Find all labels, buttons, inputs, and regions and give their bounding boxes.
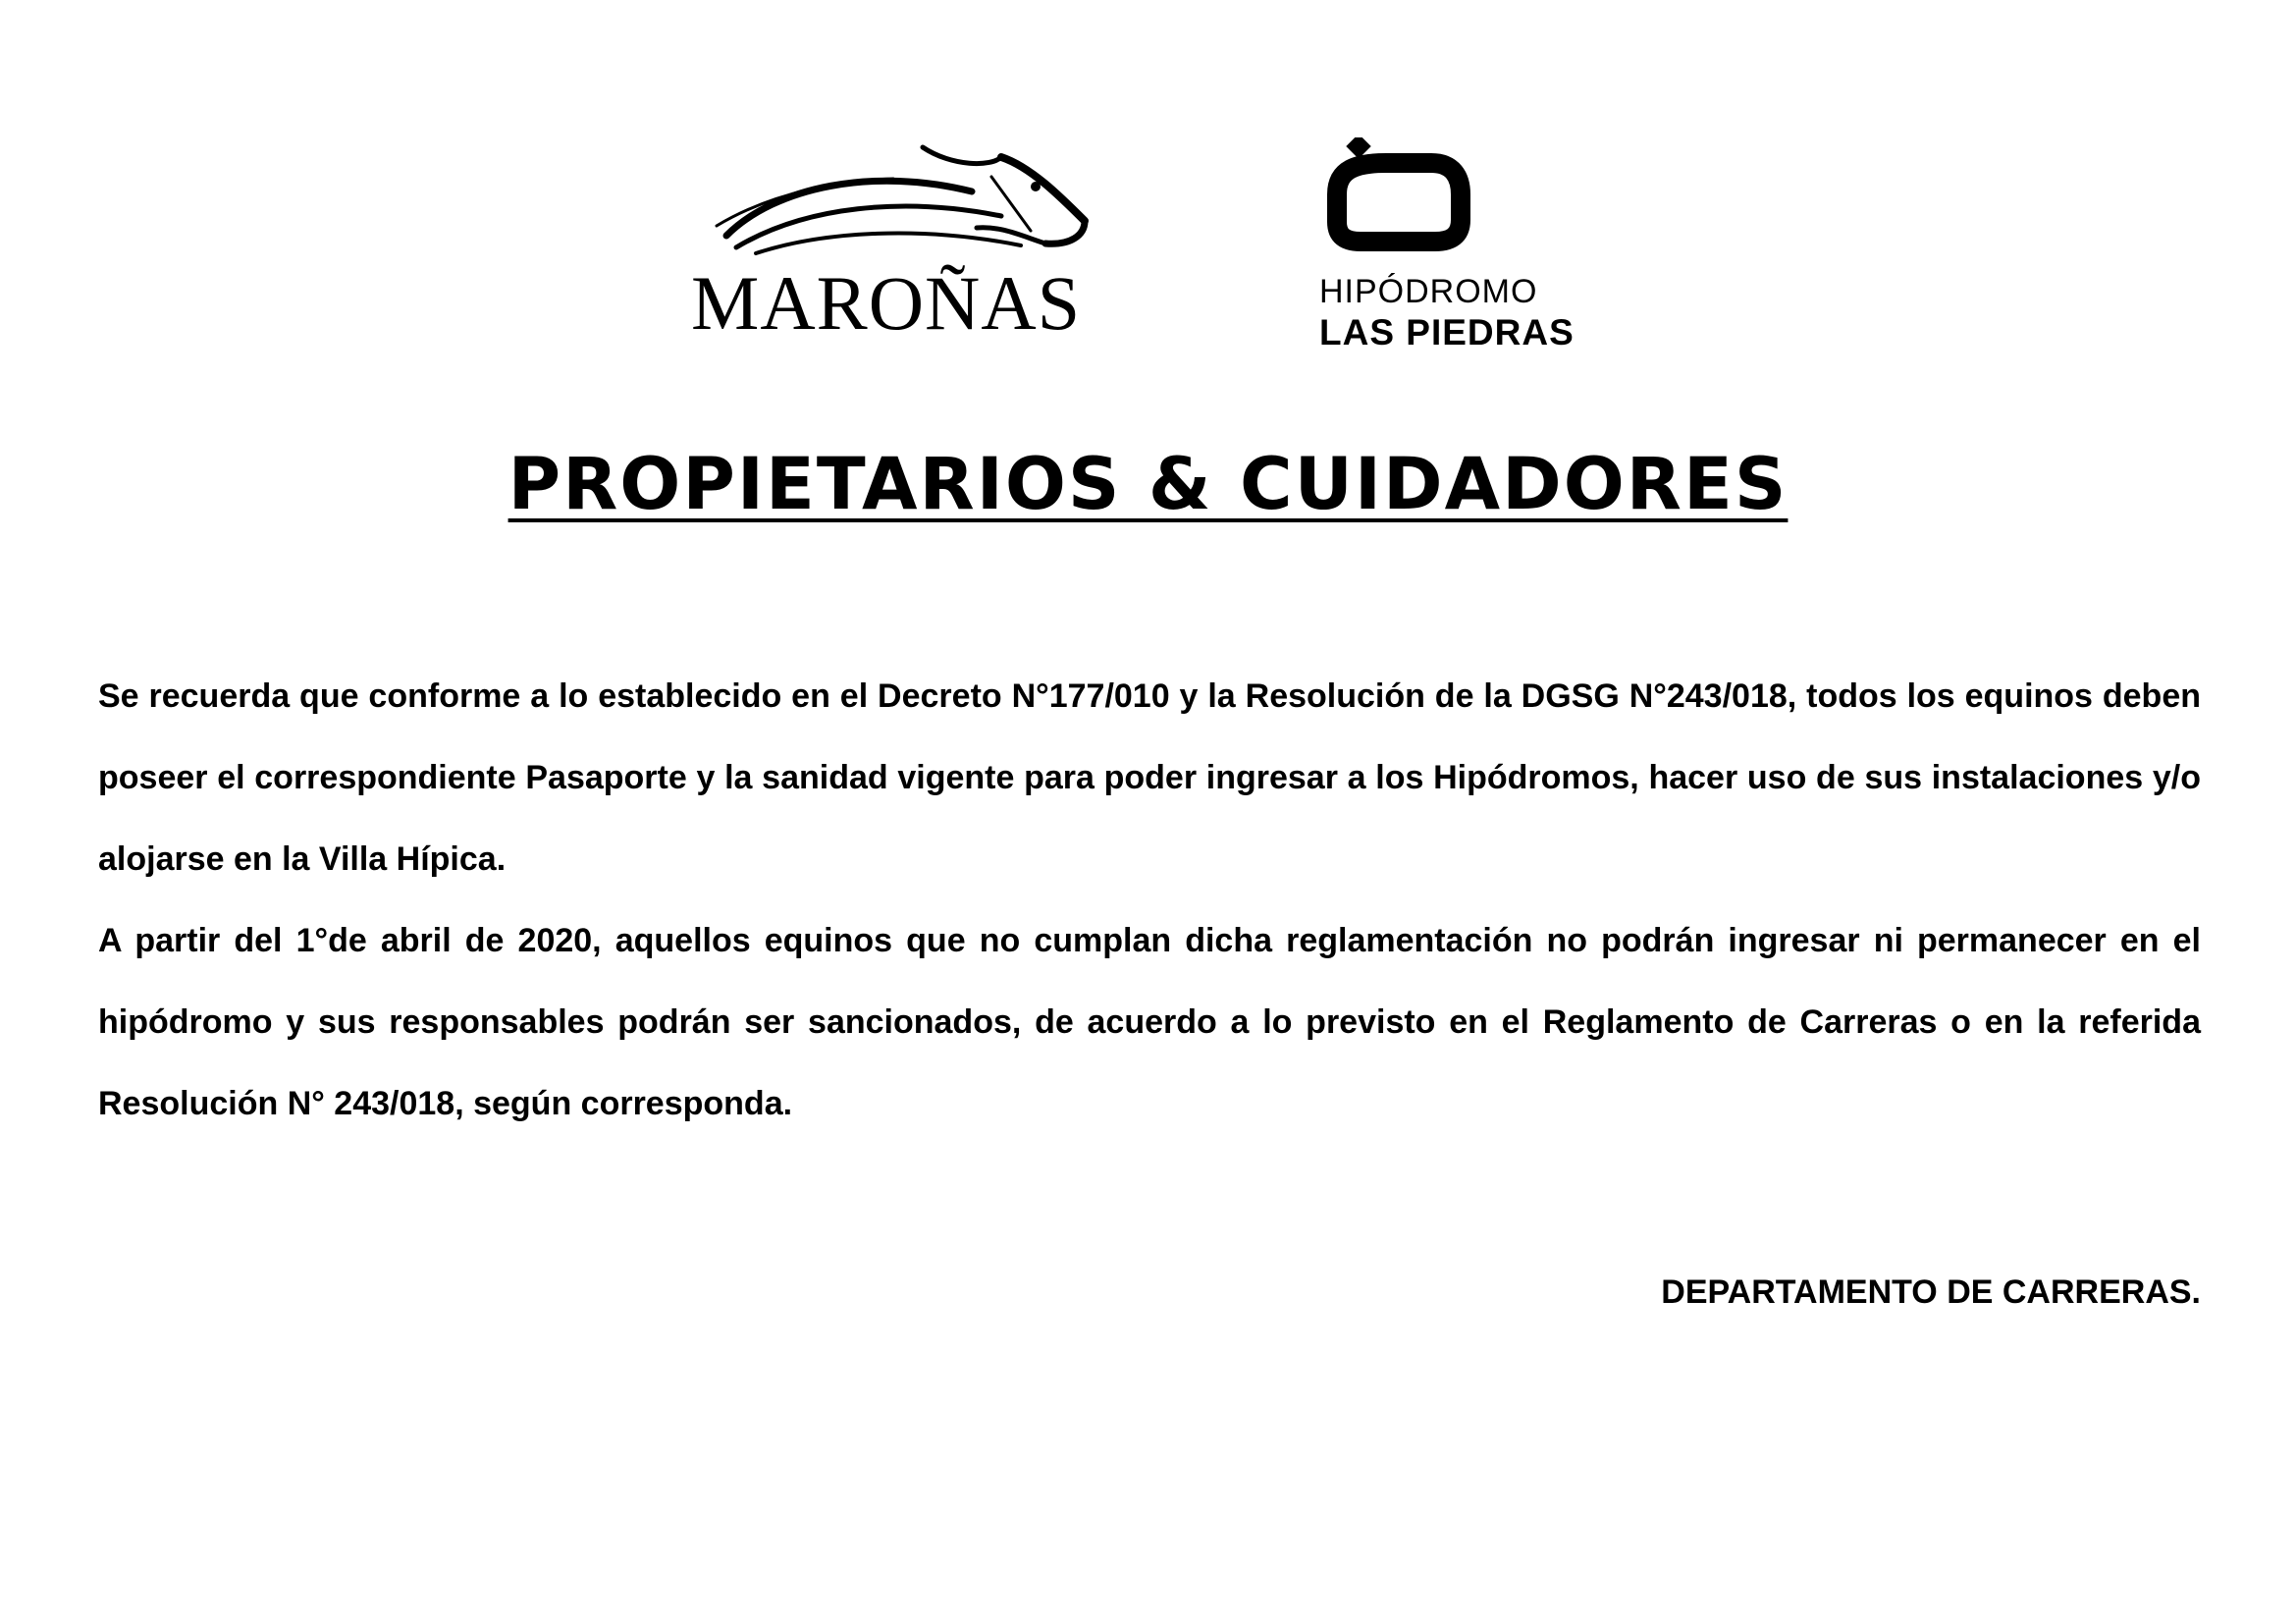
- horse-head-icon: [707, 137, 1099, 255]
- maronas-logo: [687, 137, 1090, 349]
- notice-paragraph-2: A partir del 1°de abril de 2020, aquellos equinos que no cumplan dicha reglamentación no podrán ingresar ni permanecer en el hipódromo y sus responsables podrán ser sancionados, de acuerdo a lo previsto en el Reglamento de Carreras o en la referida Resolución N° 243/018, según corresponda.: [98, 922, 2201, 1122]
- notice-paragraph-1: Se recuerda que conforme a lo establecido en el Decreto N°177/010 y la Resolución de la DGSG N°243/018, todos los equinos deben poseer el correspondiente Pasaporte y la sanidad vigente para poder ingresar a los Hipódromos, hacer uso de sus instalaciones y/o alojarse en la Villa Hípica.: [98, 677, 2201, 878]
- notice-body: [98, 656, 2201, 1145]
- piedras-mark-icon: [1315, 137, 1512, 255]
- signature: DEPARTAMENTO DE CARRERAS.: [1661, 1273, 2201, 1311]
- piedras-logo: [1315, 137, 1629, 353]
- piedras-wordmark-line2: LAS PIEDRAS: [1319, 312, 1575, 352]
- page-title: PROPIETARIOS & CUIDADORES: [507, 443, 1789, 526]
- maronas-wordmark: MAROÑAS: [691, 260, 1082, 346]
- piedras-wordmark-line1: HIPÓDROMO: [1319, 273, 1538, 310]
